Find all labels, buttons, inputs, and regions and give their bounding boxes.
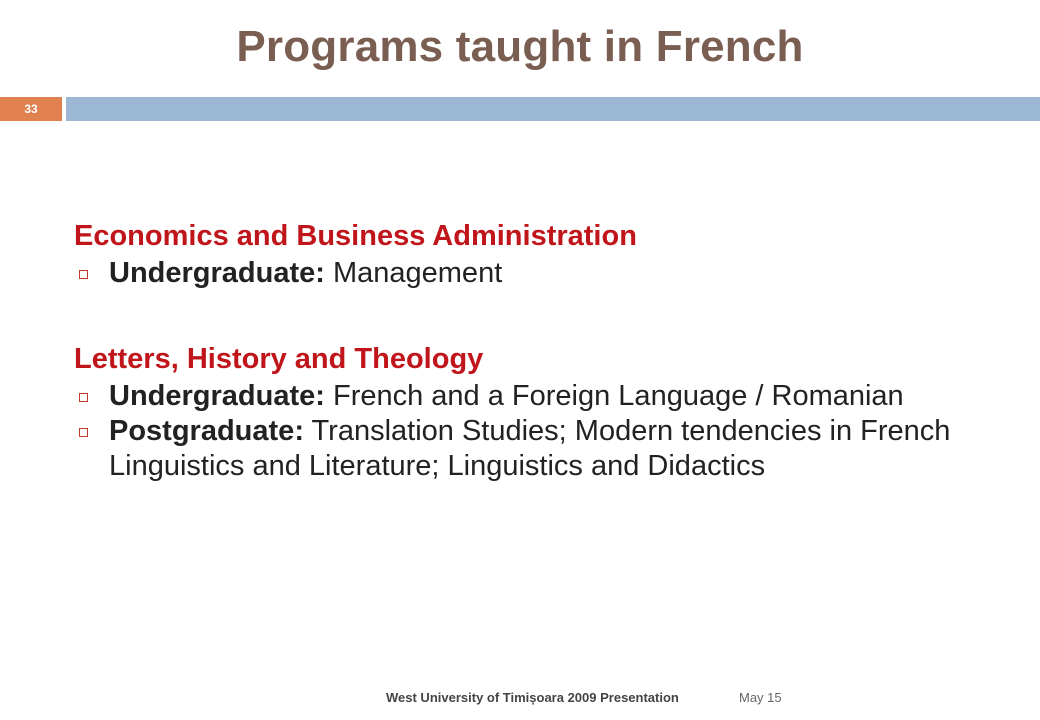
square-bullet-icon (79, 393, 88, 402)
footer-date: May 15 (739, 690, 782, 705)
square-bullet-icon (79, 270, 88, 279)
program-level-label: Undergraduate: (109, 380, 325, 412)
list-item (74, 414, 1024, 484)
program-name: Management (324, 257, 503, 289)
program-name: Translation Studies; Modern tendencies in French Linguistics and Literature; Linguistics and Didactics (109, 415, 951, 482)
footer-organization: West University of Timișoara 2009 Presentation (386, 690, 679, 705)
slide-title: Programs taught in French (236, 22, 804, 71)
slide-content (74, 216, 1024, 484)
program-level-label: Undergraduate: (109, 257, 325, 289)
section-heading-letters: Letters, History and Theology (74, 343, 484, 375)
slide-number-badge (0, 97, 62, 121)
section-heading-economics: Economics and Business Administration (74, 220, 637, 252)
list-item (74, 256, 1024, 291)
slide-number: 33 (24, 102, 38, 116)
title-accent-bar (66, 97, 1040, 121)
list-item (74, 379, 1024, 414)
program-level-label: Postgraduate: (109, 415, 304, 447)
program-name: French and a Foreign Language / Romanian (324, 380, 904, 412)
square-bullet-icon (79, 428, 88, 437)
